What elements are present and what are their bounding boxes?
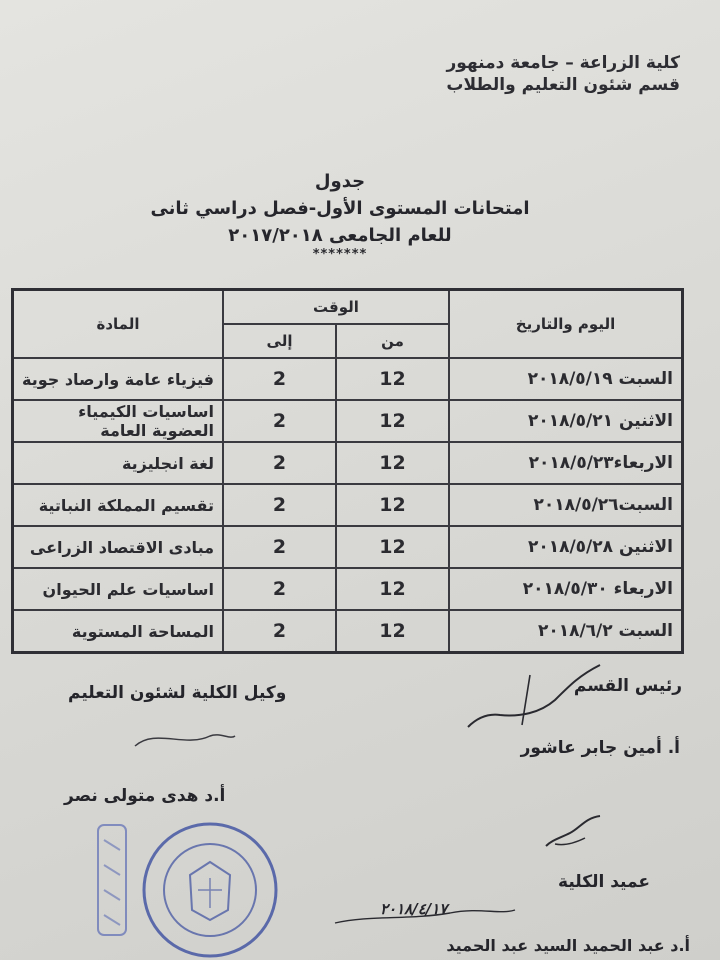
- time-from: 12: [336, 442, 449, 484]
- table-row: [13, 400, 683, 442]
- handwritten-date: ٢٠١٨/٤/١٧: [380, 900, 448, 918]
- time-from: 12: [336, 484, 449, 526]
- dept-head-signature: [460, 655, 610, 735]
- faculty-university: كلية الزراعة – جامعة دمنهور: [446, 53, 680, 73]
- exam-date: الاربعاء٢٠١٨/٥/٢٣: [449, 442, 683, 484]
- header-date: اليوم والتاريخ: [449, 290, 683, 359]
- official-stamp: [140, 820, 280, 960]
- time-from: 12: [336, 358, 449, 400]
- exam-subject: فيزياء عامة وارصاد جوية: [13, 358, 224, 400]
- table-row: [13, 442, 683, 484]
- vice-dean-title: وكيل الكلية لشئون التعليم: [68, 683, 287, 703]
- exam-subject: مبادى الاقتصاد الزراعى: [13, 526, 224, 568]
- header-to: إلى: [223, 324, 336, 358]
- exam-subject: المساحة المستوية: [13, 610, 224, 653]
- time-from: 12: [336, 526, 449, 568]
- document-title: [150, 168, 530, 262]
- time-to: 2: [223, 484, 336, 526]
- header-from: من: [336, 324, 449, 358]
- time-to: 2: [223, 442, 336, 484]
- exam-subject: تقسيم المملكة النباتية: [13, 484, 224, 526]
- exam-date: السبت ٢٠١٨/٦/٢: [449, 610, 683, 653]
- exam-date: السبت٢٠١٨/٥/٢٦: [449, 484, 683, 526]
- time-from: 12: [336, 610, 449, 653]
- exam-subject: اساسيات الكيمياء العضوية العامة: [13, 400, 224, 442]
- title-schedule: جدول: [314, 171, 366, 192]
- time-from: 12: [336, 568, 449, 610]
- header-time: الوقت: [223, 290, 449, 325]
- exam-date: الاثنين ٢٠١٨/٥/٢١: [449, 400, 683, 442]
- table-row: [13, 568, 683, 610]
- exam-date: الاثنين ٢٠١٨/٥/٢٨: [449, 526, 683, 568]
- title-stars: *******: [312, 247, 368, 262]
- dean-initials-signature: [540, 808, 610, 853]
- vice-dean-name: أ.د هدى متولى نصر: [64, 786, 226, 806]
- time-to: 2: [223, 526, 336, 568]
- dean-signature-stroke: [330, 895, 520, 935]
- exam-schedule-table: [11, 288, 684, 654]
- exam-subject: لغة انجليزية: [13, 442, 224, 484]
- table-row: [13, 610, 683, 653]
- time-to: 2: [223, 568, 336, 610]
- dean-title: عميد الكلية: [558, 872, 650, 892]
- table-row: [13, 358, 683, 400]
- title-academic-year: للعام الجامعى ٢٠١٧/٢٠١٨: [228, 225, 452, 246]
- table-row: [13, 484, 683, 526]
- dean-name: أ.د عبد الحميد السيد عبد الحميد: [446, 936, 690, 955]
- time-to: 2: [223, 400, 336, 442]
- exam-subject: اساسيات علم الحيوان: [13, 568, 224, 610]
- title-exams: امتحانات المستوى الأول-فصل دراسي ثانى: [150, 198, 530, 219]
- institution-header: [446, 52, 680, 96]
- header-subject: المادة: [13, 290, 224, 359]
- table-row: [13, 526, 683, 568]
- dept-head-name: أ. أمين جابر عاشور: [520, 738, 680, 758]
- dept-head-title: رئيس القسم: [573, 676, 682, 696]
- secondary-stamp: [92, 820, 132, 940]
- time-to: 2: [223, 610, 336, 653]
- department-name: قسم شئون التعليم والطلاب: [446, 75, 680, 95]
- exam-date: السبت ٢٠١٨/٥/١٩: [449, 358, 683, 400]
- vice-dean-signature: [130, 718, 240, 758]
- exam-date: الاربعاء ٢٠١٨/٥/٣٠: [449, 568, 683, 610]
- time-from: 12: [336, 400, 449, 442]
- time-to: 2: [223, 358, 336, 400]
